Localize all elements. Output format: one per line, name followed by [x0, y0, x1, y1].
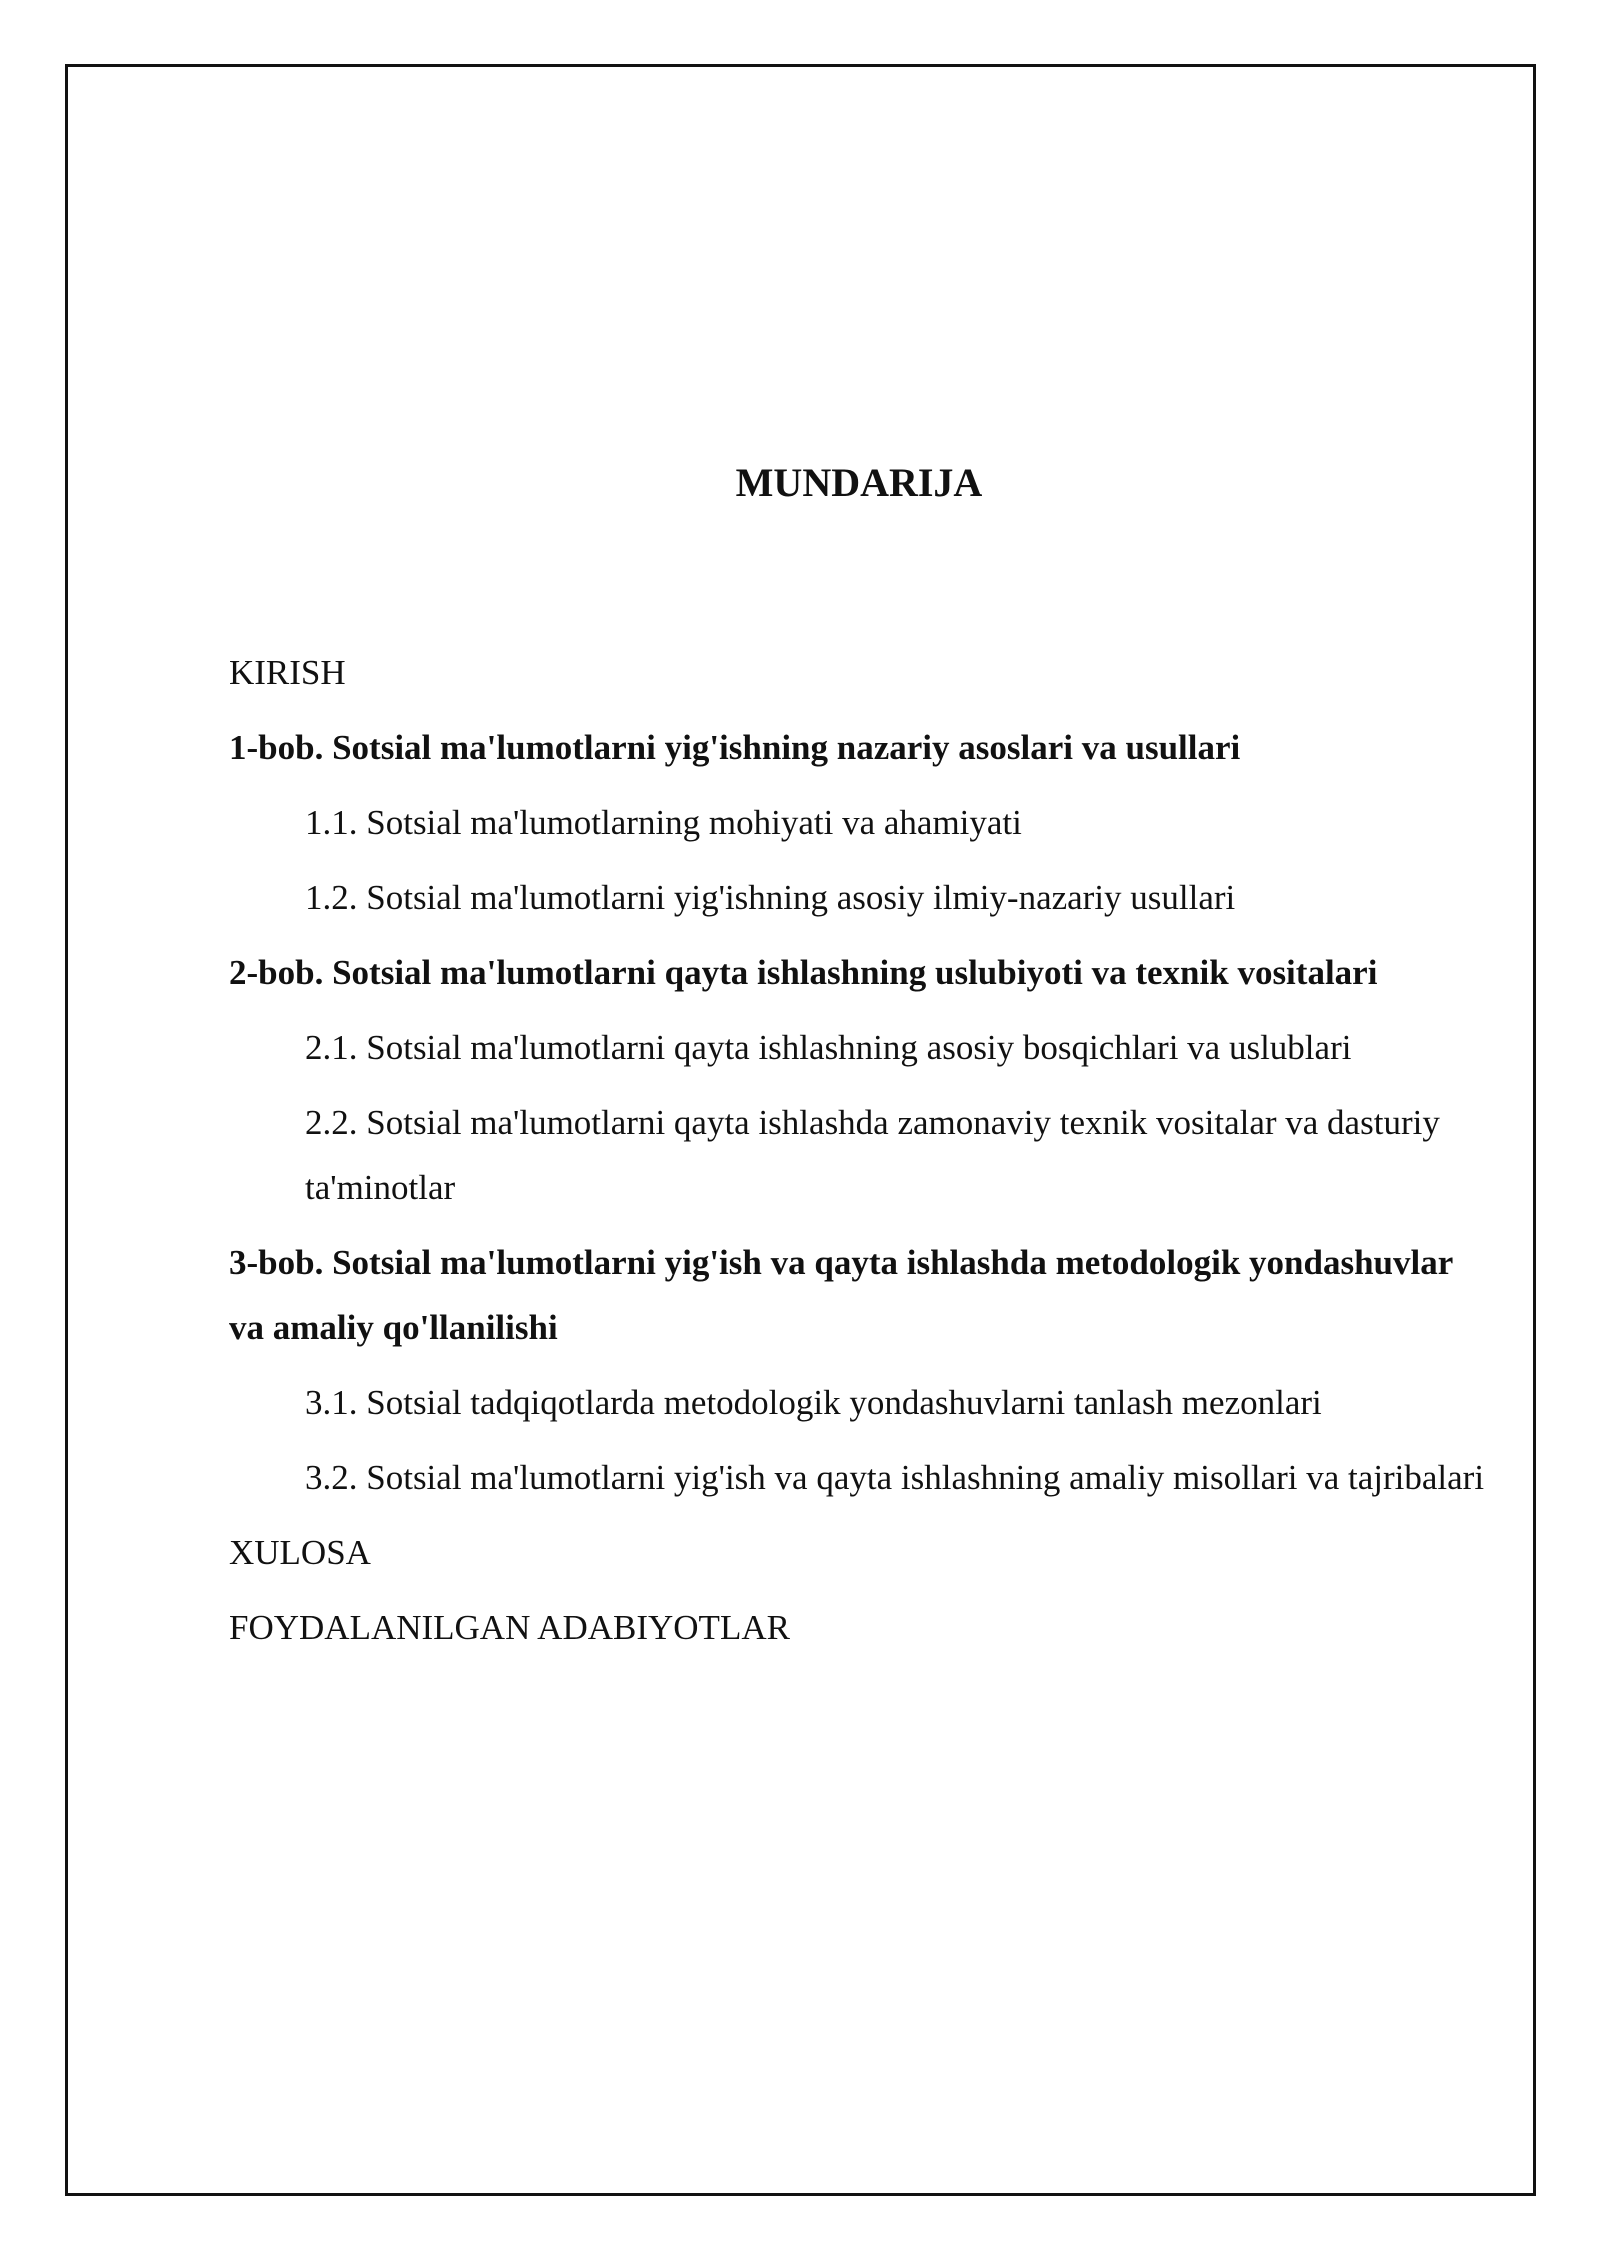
toc-section-3-2: 3.2. Sotsial ma'lumotlarni yig'ish va qayta ishlashning amaliy misollari va tajribalari [305, 1458, 1485, 1497]
toc-section-2-1: 2.1. Sotsial ma'lumotlarni qayta ishlashning asosiy bosqichlari va uslublari [305, 1028, 1352, 1067]
toc-chapter-2: 2-bob. Sotsial ma'lumotlarni qayta ishlashning uslubiyoti va texnik vositalari [229, 953, 1378, 992]
toc-chapter-1: 1-bob. Sotsial ma'lumotlarni yig'ishning nazariy asoslari va usullari [229, 728, 1241, 767]
toc-section-3-1: 3.1. Sotsial tadqiqotlarda metodologik yondashuvlarni tanlash mezonlari [305, 1383, 1322, 1422]
toc-section-2-2: 2.2. Sotsial ma'lumotlarni qayta ishlashda zamonaviy texnik vositalar va dasturiy ta'minotlar [305, 1103, 1440, 1207]
page-title: MUNDARIJA [735, 460, 983, 505]
toc-section-1-2: 1.2. Sotsial ma'lumotlarni yig'ishning asosiy ilmiy-nazariy usullari [305, 878, 1236, 917]
toc-entry-references: FOYDALANILGAN ADABIYOTLAR [229, 1608, 790, 1647]
toc-entry-introduction: KIRISH [229, 653, 346, 692]
toc-section-1-1: 1.1. Sotsial ma'lumotlarning mohiyati va ahamiyati [305, 803, 1022, 842]
toc-chapter-3: 3-bob. Sotsial ma'lumotlarni yig'ish va qayta ishlashda metodologik yondashuvlar va amaliy qo'llanilishi [229, 1243, 1453, 1347]
table-of-contents [229, 640, 1489, 1670]
toc-entry-conclusion: XULOSA [229, 1533, 371, 1572]
